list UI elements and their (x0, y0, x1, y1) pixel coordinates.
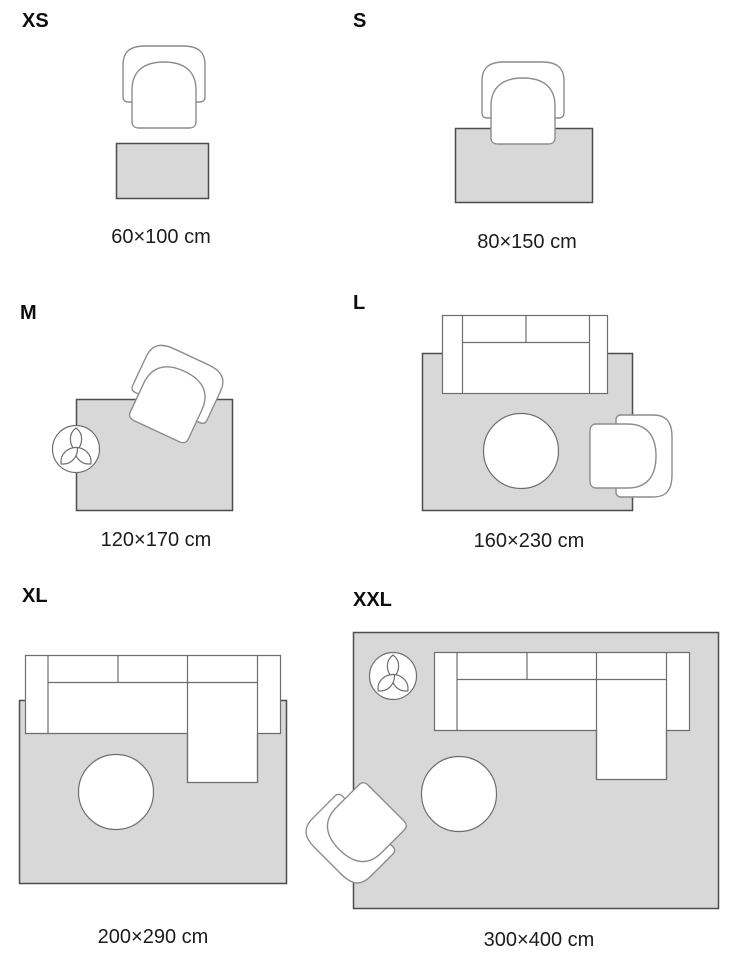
dimension-caption-xl: 200×290 cm (97, 926, 209, 948)
size-label-xl: XL (22, 585, 48, 607)
size-label-s: S (353, 10, 367, 32)
diagram-m (53, 340, 233, 511)
diagram-s (456, 62, 593, 203)
dimension-caption-xxl: 300×400 cm (483, 929, 595, 951)
dimension-caption-s: 80×150 cm (477, 231, 577, 253)
size-label-l: L (353, 292, 366, 314)
diagram-xxl (299, 633, 718, 909)
armchair-icon (590, 415, 672, 497)
size-label-xxl: XXL (353, 589, 392, 611)
size-label-xs: XS (22, 10, 49, 32)
size-label-m: M (20, 302, 37, 324)
diagram-l (423, 316, 673, 511)
diagram-xl (20, 656, 287, 884)
coffee-table-icon (422, 757, 497, 832)
coffee-table-icon (79, 755, 154, 830)
coffee-table-icon (484, 414, 559, 489)
dimension-caption-m: 120×170 cm (100, 529, 212, 551)
dimension-caption-xs: 60×100 cm (111, 226, 211, 248)
rug-xs (117, 144, 209, 199)
plant-icon (370, 653, 417, 700)
diagram-xs (117, 46, 209, 199)
armchair-icon (482, 62, 564, 144)
plant-icon (53, 426, 100, 473)
armchair-icon (123, 46, 205, 128)
sofa-icon (443, 316, 608, 394)
dimension-caption-l: 160×230 cm (473, 530, 585, 552)
